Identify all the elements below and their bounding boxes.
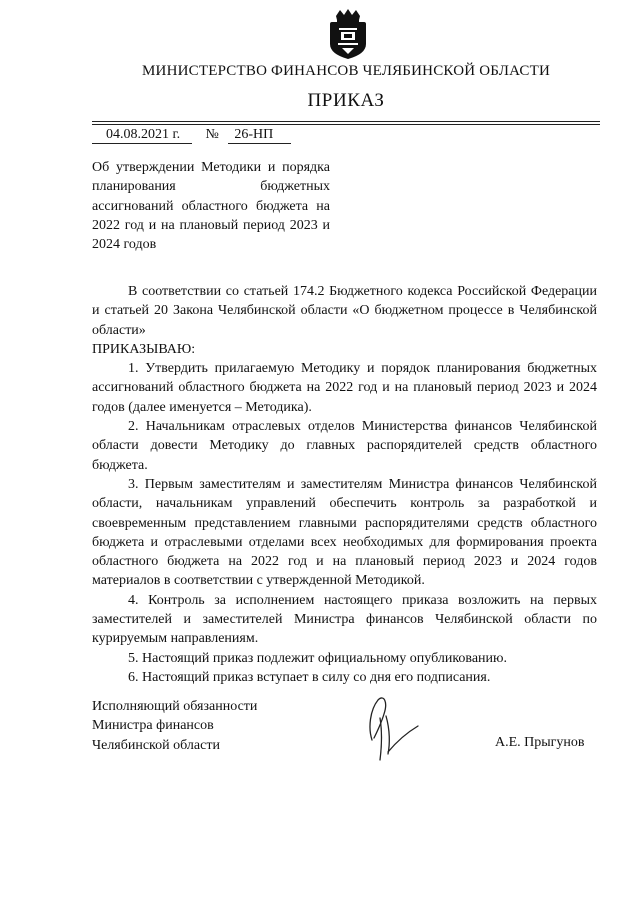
signatory-position-line-3: Челябинской области: [92, 737, 220, 753]
signatory-position-line-2: Министра финансов: [92, 718, 214, 734]
order-date: 04.08.2021 г.: [92, 127, 192, 144]
signatory-position: [92, 697, 257, 755]
signatory-name: А.Е. Прыгунов: [495, 735, 585, 750]
ministry-name: МИНИСТЕРСТВО ФИНАНСОВ ЧЕЛЯБИНСКОЙ ОБЛАСТИ: [142, 63, 550, 79]
signatory-position-line-1: Исполняющий обязанности: [92, 699, 258, 714]
header-rule-top: [92, 121, 600, 122]
order-item-4: 4. Контроль за исполнением настоящего приказа возложить на первых заместителей и заместителей Министра финансов Челябинской области по курируемым направлениям.: [92, 592, 597, 647]
number-sign: №: [205, 127, 219, 142]
order-body: [92, 282, 597, 687]
header-rule-bottom: [92, 124, 600, 125]
order-item-5: 5. Настоящий приказ подлежит официальному опубликованию.: [128, 650, 507, 666]
order-number: 26-НП: [228, 127, 291, 144]
order-item-2: 2. Начальникам отраслевых отделов Министерства финансов Челябинской области довести Методику до главных распорядителей средств областного бюджета.: [92, 419, 597, 473]
decree-heading: ПРИКАЗЫВАЮ:: [92, 341, 196, 357]
order-item-6: 6. Настоящий приказ вступает в силу со дня его подписания.: [128, 669, 491, 685]
handwritten-signature: [362, 688, 432, 768]
document-type-title: ПРИКАЗ: [307, 90, 385, 111]
coat-of-arms-emblem-icon: [326, 8, 370, 60]
order-meta: [92, 127, 291, 144]
order-item-1: 1. Утвердить прилагаемую Методику и порядок планирования бюджетных ассигнований областного бюджета на 2022 год и на плановый период 2023 и 2024 годов (далее именуется – Методика).: [92, 361, 597, 415]
preamble-paragraph: В соответствии со статьей 174.2 Бюджетного кодекса Российской Федерации и статьей 20 Закона Челябинской области «О бюджетном процессе в Челябинской области»: [92, 284, 597, 338]
order-subject: Об утверждении Методики и порядка планирования бюджетных ассигнований областного бюджета на 2022 год и на плановый период 2023 и 2024 годов: [92, 160, 330, 253]
order-item-3: 3. Первым заместителям и заместителям Министра финансов Челябинской области, начальникам управлений обеспечить контроль за разработкой и своевременным представлением главными распорядителями средств областного бюджета и отраслевыми отделами всех необходимых для формирования проекта областного бюджета на 2022 год и на плановый период 2023 и 2024 годов материалов в соответствии с утвержденной Методикой.: [92, 476, 597, 589]
